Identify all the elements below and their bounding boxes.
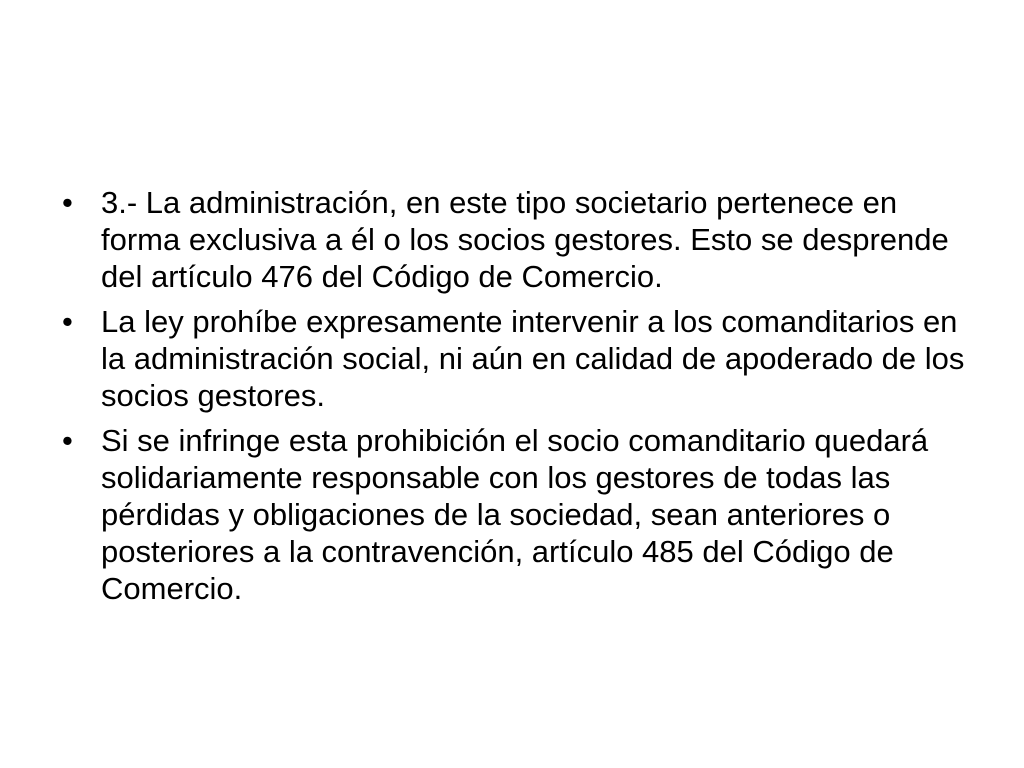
bullet-item-responsabilidad — [62, 422, 982, 607]
bullet-item-administracion — [62, 184, 982, 295]
bullet-marker: • — [62, 304, 73, 339]
bullet-text: Si se infringe esta prohibición el socio comanditario quedará solidariamente responsable con los gestores de todas las pérdidas y obligaciones de la sociedad, sean anteriores o posteriores a la contravención, artículo 485 del Código de Comercio. — [101, 423, 929, 606]
bullet-list — [62, 184, 982, 615]
bullet-marker: • — [62, 185, 73, 220]
bullet-text: 3.- La administración, en este tipo societario pertenece en forma exclusiva a él o los socios gestores. Esto se desprende del artículo 476 del Código de Comercio. — [101, 185, 949, 294]
bullet-item-prohibicion — [62, 303, 982, 414]
bullet-text: La ley prohíbe expresamente intervenir a los comanditarios en la administración social, ni aún en calidad de apoderado de los socios gestores. — [101, 304, 965, 413]
bullet-marker: • — [62, 423, 73, 458]
